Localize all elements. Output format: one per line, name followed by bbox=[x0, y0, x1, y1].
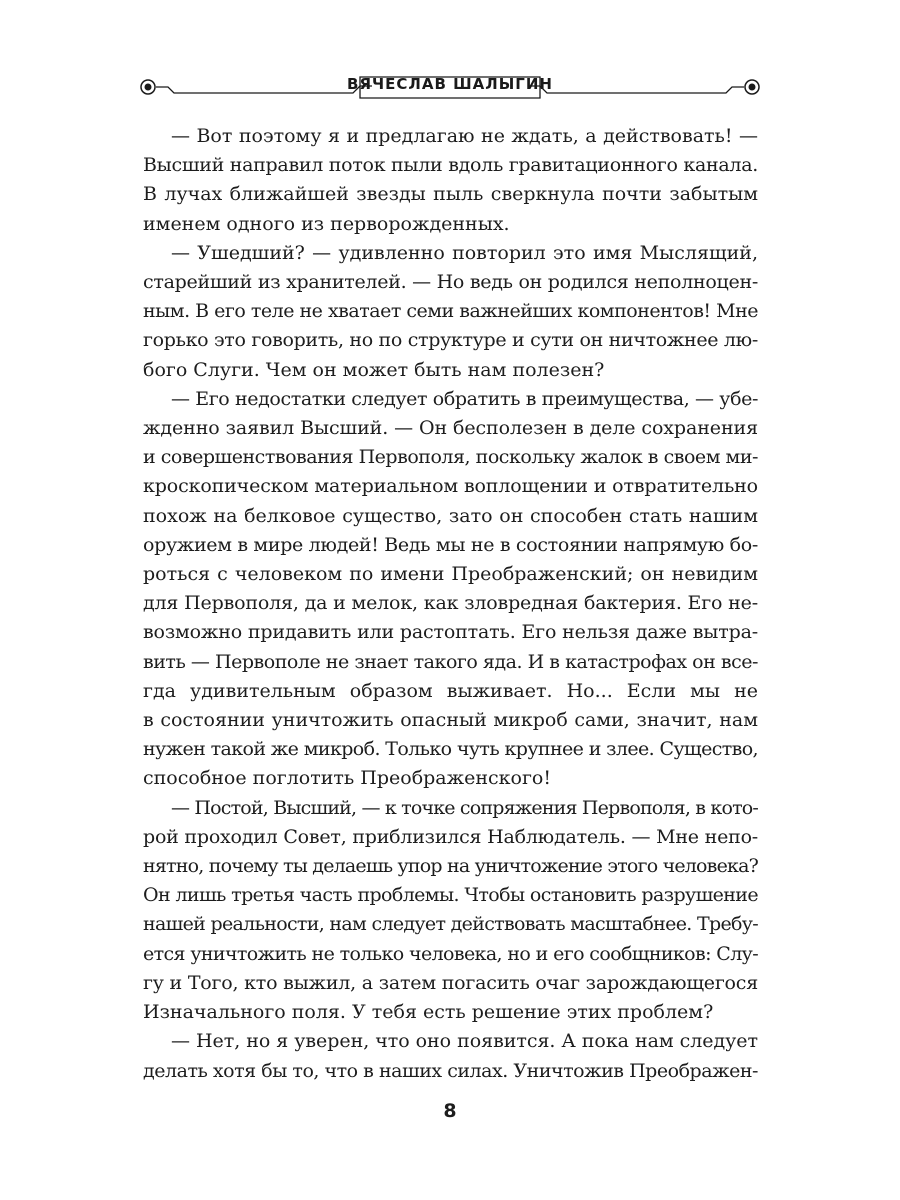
text-line: — Постой, Высший, — к точке сопряжения Первополя, в кото- bbox=[171, 796, 758, 819]
text-line: оружием в мире людей! Ведь мы не в состоянии напрямую бо- bbox=[143, 533, 758, 556]
text-line: похож на белковое существо, зато он способен стать нашим bbox=[143, 504, 758, 527]
text-line: ется уничтожить не только человека, но и его сообщников: Слу- bbox=[143, 942, 758, 965]
text-line: — Вот поэтому я и предлагаю не ждать, а действовать! — bbox=[171, 125, 758, 147]
running-head bbox=[138, 70, 762, 104]
text-line: Он лишь третья часть проблемы. Чтобы остановить разрушение bbox=[143, 884, 758, 907]
text-line: горько это говорить, но по структуре и сути он ничтожнее лю- bbox=[143, 329, 758, 352]
text-line: гда удивительным образом выживает. Но... Если мы не bbox=[143, 679, 758, 702]
text-line: для Первополя, да и мелок, как зловредная бактерия. Его не- bbox=[143, 592, 758, 615]
paragraph bbox=[143, 122, 758, 239]
text-line: роться с человеком по имени Преображенский; он невидим bbox=[143, 563, 758, 586]
paragraph bbox=[143, 1027, 758, 1085]
page-number: 8 bbox=[443, 1100, 457, 1122]
text-line: способное поглотить Преображенского! bbox=[143, 767, 551, 790]
text-line: делать хотя бы то, что в наших силах. Уничтожив Преображен- bbox=[143, 1059, 758, 1082]
paragraph bbox=[143, 385, 758, 794]
text-line: именем одного из перворожденных. bbox=[143, 212, 510, 235]
text-line: вить — Первополе не знает такого яда. И в катастрофах он все- bbox=[143, 650, 758, 673]
text-line: — Нет, но я уверен, что оно появится. А пока нам следует bbox=[171, 1030, 758, 1053]
text-line: и совершенствования Первополя, поскольку жалок в своем ми- bbox=[143, 446, 758, 469]
text-line: нятно, почему ты делаешь упор на уничтожение этого человека? bbox=[143, 855, 758, 878]
text-line: нашей реальности, нам следует действовать масштабнее. Требу- bbox=[143, 913, 758, 936]
text-line: кроскопическом материальном воплощении и отвратительно bbox=[143, 475, 758, 498]
text-line: В лучах ближайшей звезды пыль сверкнула почти забытым bbox=[143, 183, 758, 206]
text-line: в состоянии уничтожить опасный микроб сами, значит, нам bbox=[143, 709, 758, 732]
text-line: — Его недостатки следует обратить в преимущества, — убе- bbox=[171, 387, 758, 410]
author-name: ВЯЧЕСЛАВ ШАЛЫГИН bbox=[347, 75, 553, 93]
text-line: рой проходил Совет, приблизился Наблюдатель. — Мне непо- bbox=[143, 825, 758, 848]
text-line: возможно придавить или растоптать. Его нельзя даже вытра- bbox=[143, 621, 758, 644]
body-text bbox=[143, 122, 758, 1086]
text-line: бого Слуги. Чем он может быть нам полезен? bbox=[143, 358, 605, 381]
text-line: ным. В его теле не хватает семи важнейших компонентов! Мне bbox=[143, 300, 758, 323]
text-line: гу и Того, кто выжил, а затем погасить очаг зарождающегося bbox=[143, 971, 758, 994]
text-line: — Ушедший? — удивленно повторил это имя Мыслящий, bbox=[171, 241, 758, 264]
text-line: старейший из хранителей. — Но ведь он родился неполноцен- bbox=[143, 271, 758, 294]
text-line: нужен такой же микроб. Только чуть крупнее и злее. Существо, bbox=[143, 738, 758, 761]
text-line: Изначального поля. У тебя есть решение этих проблем? bbox=[143, 1001, 714, 1024]
text-line: жденно заявил Высший. — Он бесполезен в деле сохранения bbox=[143, 417, 758, 440]
paragraph bbox=[143, 794, 758, 1028]
paragraph bbox=[143, 239, 758, 385]
text-line: Высший направил поток пыли вдоль гравитационного канала. bbox=[143, 154, 758, 177]
